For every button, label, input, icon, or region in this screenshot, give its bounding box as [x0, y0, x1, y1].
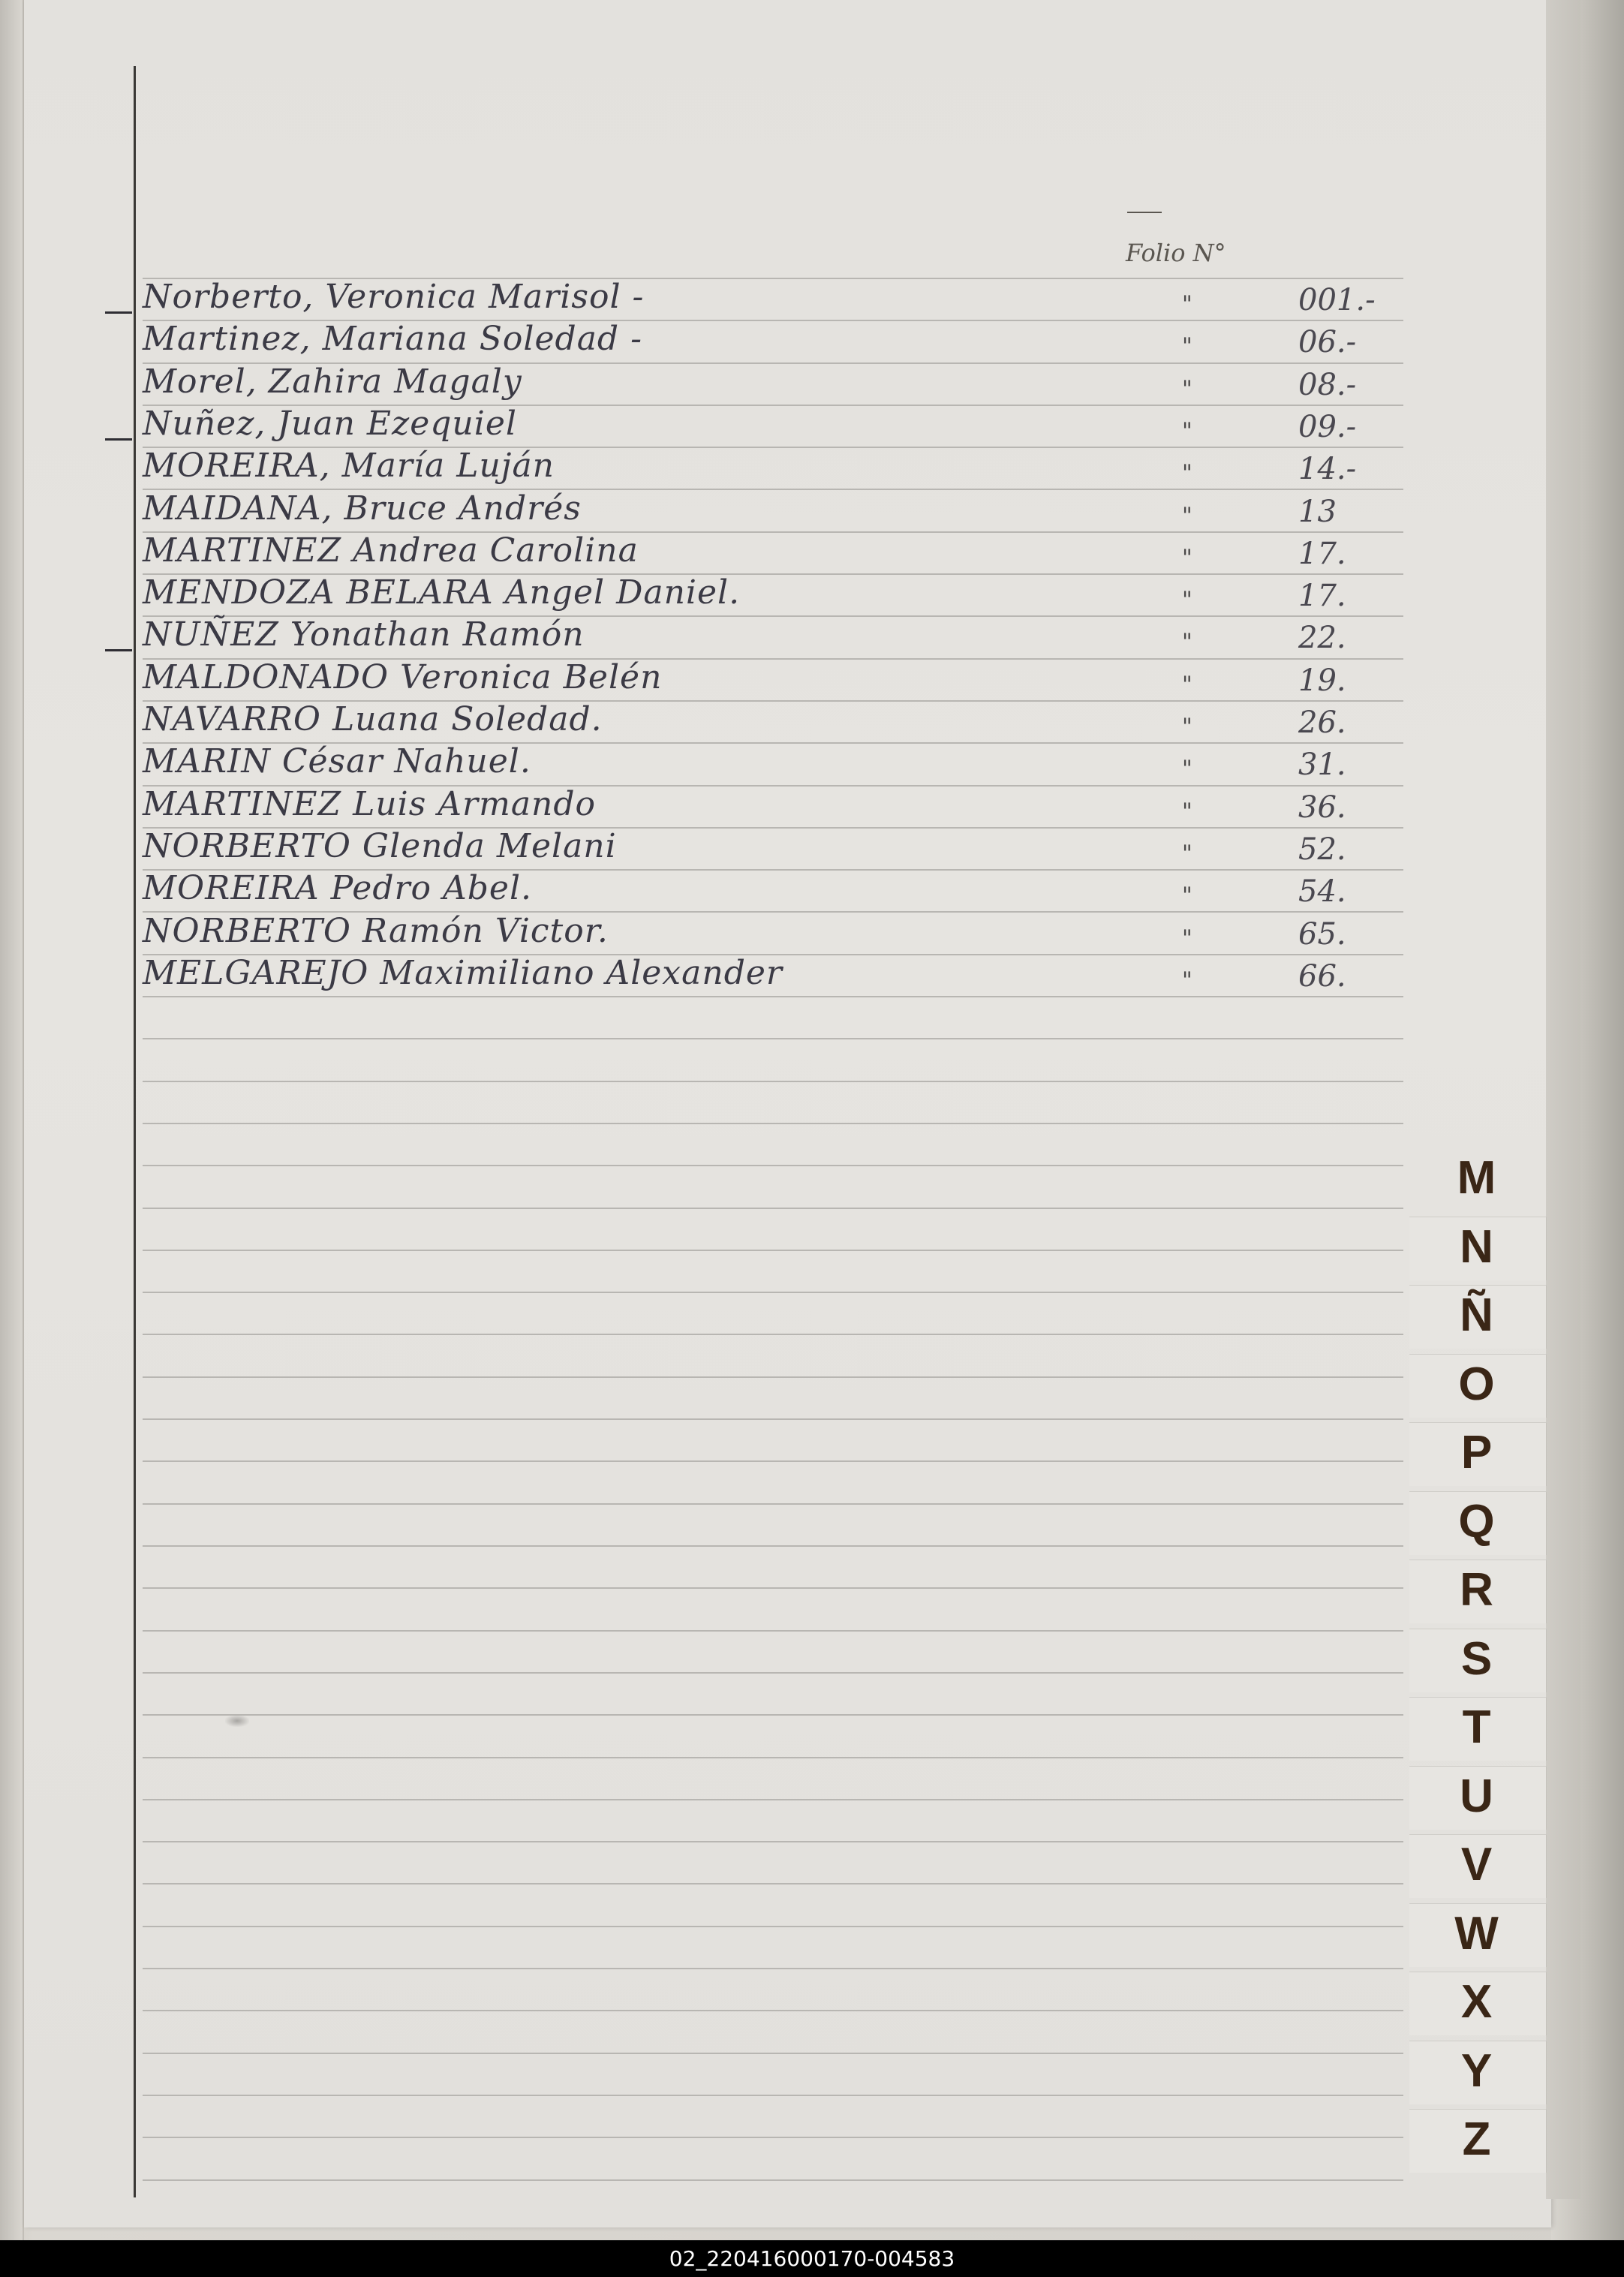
ruled-line — [143, 1714, 1403, 1716]
ledger-entry — [143, 573, 1411, 616]
ruled-line — [143, 2137, 1403, 2138]
ledger-entry — [143, 447, 1411, 489]
entry-folio: 13 — [1298, 495, 1337, 529]
ditto-mark: " — [1182, 460, 1192, 486]
ledger-entry — [143, 785, 1411, 828]
folio-header-bar — [1127, 212, 1162, 213]
ledger-entry — [143, 869, 1411, 912]
ditto-mark: " — [1182, 714, 1192, 740]
index-tab-letter[interactable]: Ñ — [1460, 1289, 1493, 1341]
ditto-mark: " — [1182, 883, 1192, 909]
index-tab-letter[interactable]: V — [1460, 1839, 1493, 1890]
index-tab-letter[interactable]: Z — [1462, 2113, 1491, 2165]
margin-tick-mark — [105, 438, 132, 441]
ditto-mark: " — [1182, 672, 1192, 698]
ledger-entry — [143, 278, 1411, 320]
entry-name: MOREIRA Pedro Abel. — [143, 869, 533, 907]
left-cover-edge — [0, 0, 24, 2240]
index-tab-letter[interactable]: R — [1460, 1564, 1493, 1616]
ditto-mark: " — [1182, 841, 1192, 867]
index-tab-letter[interactable]: W — [1454, 1908, 1499, 1960]
ruled-line — [143, 1208, 1403, 1209]
ledger-entry — [143, 742, 1411, 785]
entry-folio: 14.- — [1298, 452, 1357, 486]
entry-folio: 22. — [1298, 621, 1346, 655]
entry-name: NAVARRO Luana Soledad. — [143, 700, 603, 738]
ditto-mark: " — [1182, 799, 1192, 825]
index-tab-letter[interactable]: U — [1460, 1770, 1493, 1822]
index-tab-letter[interactable]: O — [1458, 1358, 1495, 1410]
ruled-line — [143, 1630, 1403, 1632]
ruled-line — [143, 2095, 1403, 2096]
entry-name: MENDOZA BELARA Angel Daniel. — [143, 573, 741, 612]
ruled-line — [143, 1545, 1403, 1547]
entry-folio: 52. — [1298, 832, 1346, 867]
entry-name: Norberto, Veronica Marisol - — [143, 278, 645, 316]
entry-folio: 31. — [1298, 747, 1346, 782]
ruled-line — [143, 1123, 1403, 1124]
ditto-mark: " — [1182, 967, 1192, 994]
entry-name: MARIN César Nahuel. — [143, 742, 531, 781]
ruled-line — [143, 1460, 1403, 1462]
index-tab-letter[interactable]: Y — [1460, 2045, 1493, 2097]
ruled-line — [143, 1799, 1403, 1800]
ditto-mark: " — [1182, 756, 1192, 782]
ditto-mark: " — [1182, 545, 1192, 571]
index-tab-strip — [1546, 0, 1580, 2199]
ledger-entry — [143, 954, 1411, 997]
ruled-line — [143, 2053, 1403, 2054]
margin-line — [134, 66, 136, 2197]
entry-folio: 66. — [1298, 959, 1346, 994]
ruled-line — [143, 1926, 1403, 1927]
ledger-entry — [143, 912, 1411, 955]
entry-name: Nuñez, Juan Ezequiel — [143, 405, 517, 443]
ruled-line — [143, 1165, 1403, 1166]
entry-folio: 54. — [1298, 874, 1346, 909]
index-tab-letter[interactable]: P — [1460, 1427, 1493, 1478]
ledger-entry — [143, 531, 1411, 574]
ruled-line — [143, 1883, 1403, 1884]
ruled-line — [143, 2179, 1403, 2181]
ruled-line — [143, 1081, 1403, 1082]
index-tab-letter[interactable]: Q — [1458, 1496, 1495, 1548]
entry-folio: 09.- — [1298, 410, 1357, 444]
entry-name: MAIDANA, Bruce Andrés — [143, 489, 582, 528]
ruled-line — [143, 1334, 1403, 1335]
index-tab-letter[interactable]: S — [1460, 1633, 1493, 1685]
ditto-mark: " — [1182, 418, 1192, 444]
ruled-line — [143, 1587, 1403, 1589]
page-smudge — [225, 1715, 249, 1727]
ruled-line — [143, 1376, 1403, 1378]
entry-folio: 26. — [1298, 705, 1346, 740]
ditto-mark: " — [1182, 376, 1192, 402]
ditto-mark: " — [1182, 587, 1192, 613]
ledger-entry — [143, 700, 1411, 743]
ditto-mark: " — [1182, 629, 1192, 655]
index-tab-letter[interactable]: T — [1462, 1701, 1491, 1753]
ruled-line — [143, 1250, 1403, 1251]
ruled-line — [143, 1292, 1403, 1293]
entry-name: NORBERTO Glenda Melani — [143, 827, 617, 865]
entry-folio: 06.- — [1298, 325, 1357, 359]
ruled-line — [143, 1503, 1403, 1505]
entry-folio: 17. — [1298, 537, 1346, 571]
entry-folio: 19. — [1298, 663, 1346, 698]
entry-folio: 17. — [1298, 579, 1346, 613]
entry-name: Morel, Zahira Magaly — [143, 362, 522, 401]
ledger-entry — [143, 405, 1411, 447]
entry-name: Martinez, Mariana Soledad - — [143, 320, 642, 358]
index-tab-letter[interactable]: M — [1457, 1152, 1496, 1204]
ruled-line — [143, 1757, 1403, 1758]
folio-header-label: Folio N° — [1126, 239, 1226, 267]
ledger-entry — [143, 489, 1411, 532]
ruled-line — [143, 1038, 1403, 1039]
index-tab-letter[interactable]: N — [1460, 1221, 1493, 1273]
entry-name: MELGAREJO Maximiliano Alexander — [143, 954, 783, 992]
entry-name: MARTINEZ Andrea Carolina — [143, 531, 639, 570]
margin-tick-mark — [105, 649, 132, 651]
ditto-mark: " — [1182, 333, 1192, 359]
ledger-entry — [143, 658, 1411, 701]
ledger-entry — [143, 827, 1411, 870]
entry-name: MALDONADO Veronica Belén — [143, 658, 663, 696]
entry-folio: 36. — [1298, 790, 1346, 825]
ditto-mark: " — [1182, 503, 1192, 529]
ledger-entry — [143, 320, 1411, 362]
ditto-mark: " — [1182, 925, 1192, 952]
entry-name: MOREIRA, María Luján — [143, 447, 555, 485]
ruled-line — [143, 1841, 1403, 1842]
ledger-entry — [143, 362, 1411, 405]
entry-name: NORBERTO Ramón Victor. — [143, 912, 609, 950]
entry-name: MARTINEZ Luis Armando — [143, 785, 597, 823]
ruled-line — [143, 1418, 1403, 1420]
ruled-line — [143, 1968, 1403, 1969]
ledger-entry — [143, 615, 1411, 658]
index-tab-letter[interactable]: X — [1460, 1976, 1493, 2028]
image-caption: 02_220416000170-004583 — [669, 2246, 955, 2271]
ruled-line — [143, 1672, 1403, 1674]
entry-name: NUÑEZ Yonathan Ramón — [143, 615, 585, 654]
entry-folio: 08.- — [1298, 368, 1357, 402]
entry-folio: 65. — [1298, 917, 1346, 952]
entry-folio: 001.- — [1298, 283, 1376, 317]
margin-tick-mark — [105, 311, 132, 314]
ditto-mark: " — [1182, 291, 1192, 317]
ruled-line — [143, 2010, 1403, 2011]
